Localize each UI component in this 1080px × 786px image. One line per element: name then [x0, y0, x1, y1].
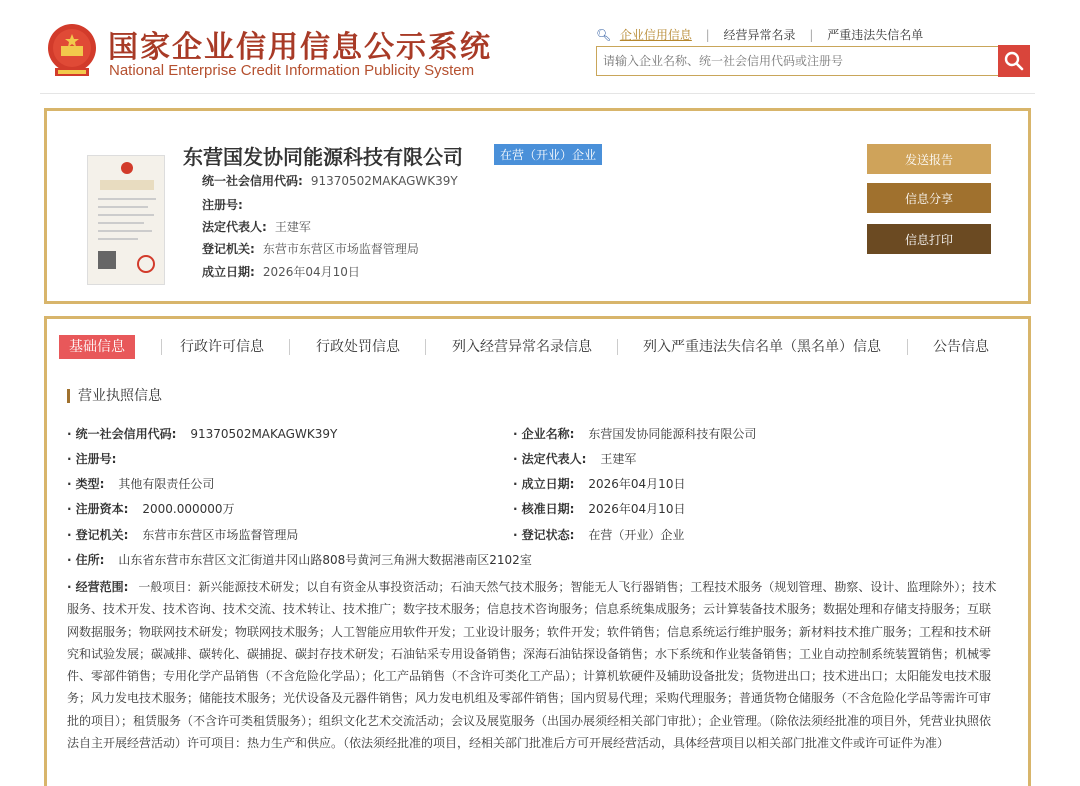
status-badge: 在营（开业）企业	[494, 144, 602, 165]
magnifier-icon	[1004, 51, 1024, 71]
search-button[interactable]	[998, 45, 1030, 77]
tab-abnormal-list[interactable]: 列入经营异常名录信息	[452, 339, 592, 355]
tab-divider	[425, 339, 426, 355]
field-reg-authority: · 登记机关: 东营市东营区市场监督管理局	[67, 528, 299, 542]
field-type: · 类型: 其他有限责任公司	[67, 477, 215, 491]
info-tabs	[44, 316, 1031, 376]
card-field-established: 成立日期: 2026年04月10日	[202, 265, 360, 279]
tab-divider	[161, 339, 162, 355]
tab-basic-info[interactable]: 基础信息	[59, 335, 135, 359]
search-icon: 🔍︎	[596, 28, 612, 42]
field-credit-code: · 统一社会信用代码: 91370502MAKAGWK39Y	[67, 427, 338, 441]
company-name: 东营国发协同能源科技有限公司	[183, 145, 463, 169]
card-field-legal-rep: 法定代表人: 王建军	[202, 220, 311, 234]
share-info-button[interactable]: 信息分享	[867, 183, 991, 213]
nav-divider: |	[705, 28, 710, 42]
nav-blacklist[interactable]: 严重违法失信名单	[827, 28, 924, 42]
field-reg-status: · 登记状态: 在营（开业）企业	[513, 528, 685, 542]
tab-blacklist[interactable]: 列入严重违法失信名单（黑名单）信息	[643, 339, 881, 355]
tab-admin-penalty[interactable]: 行政处罚信息	[316, 339, 400, 355]
site-header	[0, 0, 1080, 92]
field-established: · 成立日期: 2026年04月10日	[513, 477, 686, 491]
nav-credit-info[interactable]: 企业信用信息	[619, 28, 692, 42]
tab-announcements[interactable]: 公告信息	[933, 339, 989, 355]
send-report-button[interactable]: 发送报告	[867, 144, 991, 174]
field-approval-date: · 核准日期: 2026年04月10日	[513, 502, 686, 516]
print-info-button[interactable]: 信息打印	[867, 224, 991, 254]
tab-divider	[289, 339, 290, 355]
business-license-image	[87, 155, 165, 285]
card-field-reg-no: 注册号:	[202, 198, 243, 212]
section-title: 营业执照信息	[67, 389, 162, 403]
field-reg-no: · 注册号:	[67, 452, 117, 466]
nav-divider: |	[809, 28, 814, 42]
tab-admin-license[interactable]: 行政许可信息	[180, 339, 264, 355]
top-nav	[596, 26, 923, 43]
business-license-info	[44, 373, 1031, 786]
field-address: · 住所: 山东省东营市东营区文汇街道井冈山路808号黄河三角洲大数据港南区2102室	[67, 553, 532, 567]
tab-divider	[617, 339, 618, 355]
field-company-name: · 企业名称: 东营国发协同能源科技有限公司	[513, 427, 757, 441]
field-business-scope: · 经营范围: 一般项目：新兴能源技术研发；以自有资金从事投资活动；石油天然气技术服务；智能无人飞行器销售；工程技术服务（规划管理、勘察、设计、监理除外）；技术服务、技术开发、技术咨询、技术交流、技术转让、技术推广；数字技术服务；信息技术咨询服务；信息系统集成服务；云计算装备技术服务；数据处理和存储支持服务；互联网数据服务；物联网技术研发；物联网技术服务；人工智能应用软件开发；工业设计服务；软件开发；软件销售；信息系统运行维护服务；新材料技术推广服务；工程和技术研究和试验发展；碳减排、碳转化、碳捕捉、碳封存技术研发；石油钻采专用设备销售；深海石油钻探设备销售；水下系统和作业装备销售；工业自动控制系统装置销售；机械零件、零部件销售；专用化学产品销售（不含危险化学品）；化工产品销售（不含许可类化工产品）；计算机软硬件及辅助设备批发；货物进出口；技术进出口；太阳能发电技术服务；风力发电技术服务；储能技术服务；光伏设备及元器件销售；风力发电机组及零部件销售；国内贸易代理；采购代理服务；普通货物仓储服务（不含危险化学品等需许可审批的项目）；租赁服务（不含许可类租赁服务）；组织文化艺术交流活动；会议及展览服务（出国办展须经相关部门审批）；企业管理。（除依法须经批准的项目外，凭营业执照依法自主开展经营活动）许可项目：热力生产和供应。（依法须经批准的项目，经相关部门批准后方可开展经营活动，具体经营项目以相关部门批准文件或许可证件为准）	[67, 580, 997, 751]
site-title-cn: 国家企业信用信息公示系统	[108, 30, 492, 65]
field-legal-rep: · 法定代表人: 王建军	[513, 452, 637, 466]
tab-divider	[907, 339, 908, 355]
card-field-credit-code: 统一社会信用代码: 91370502MAKAGWK39Y	[202, 174, 458, 188]
field-reg-capital: · 注册资本: 2000.000000万	[67, 502, 235, 516]
search-input[interactable]	[596, 46, 998, 76]
nav-abnormal-list[interactable]: 经营异常名录	[723, 28, 796, 42]
card-field-reg-authority: 登记机关: 东营市东营区市场监督管理局	[202, 242, 419, 256]
header-divider	[40, 93, 1035, 94]
site-title-en: National Enterprise Credit Information Publicity System	[109, 62, 475, 79]
national-emblem-icon	[45, 22, 99, 80]
company-card	[44, 108, 1031, 304]
